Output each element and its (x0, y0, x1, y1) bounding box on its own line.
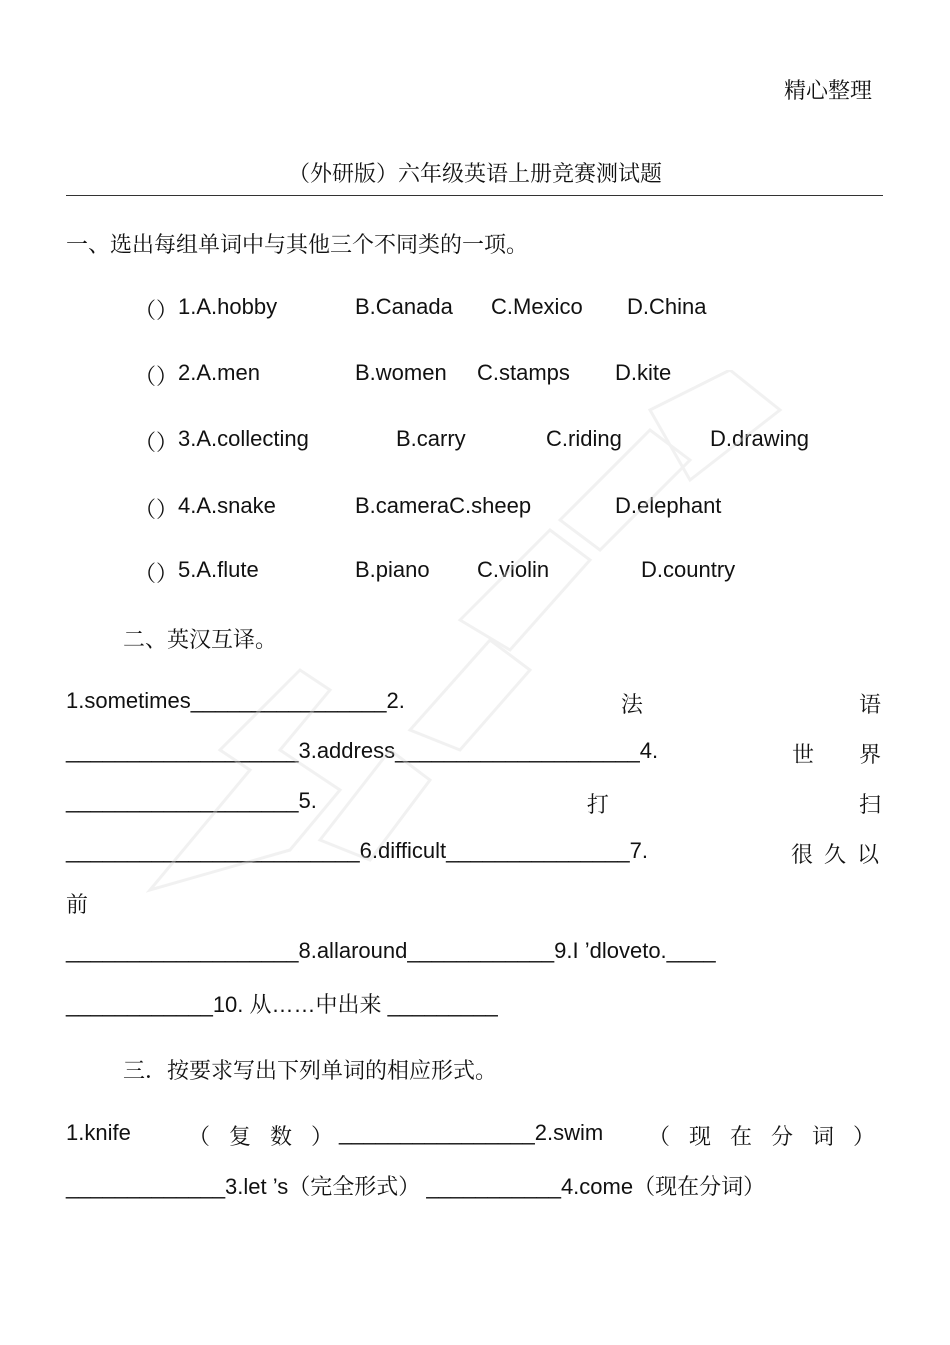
header-note: 精心整理 (783, 79, 872, 104)
line-text: ___________________5. (66, 788, 317, 813)
option-b: B.piano (355, 557, 430, 582)
option-b: B.cameraC.sheep (355, 493, 532, 518)
title-divider (66, 195, 883, 196)
line-note: （ 复 数 ） (188, 1125, 339, 1150)
line-text: ________________________6.difficult_______________7. (66, 838, 648, 863)
line-text: 1.sometimes________________2. (66, 688, 405, 713)
option-b: B.Canada (355, 294, 453, 319)
option-d: D.elephant (615, 493, 722, 518)
option-c: C.Mexico (491, 294, 583, 319)
line-word: 法 (620, 693, 643, 718)
line-word: 世 (792, 743, 815, 768)
watermark-graphic (130, 370, 810, 930)
line-word: 界 (858, 743, 881, 768)
line-note: （ 现 在 分 词 ） (648, 1125, 881, 1150)
section1-heading: 一、选出每组单词中与其他三个不同类的一项。 (66, 233, 529, 258)
form-line-1 (66, 1120, 881, 1148)
option-c: C.violin (477, 557, 550, 582)
answer-paren: （） (134, 365, 179, 390)
form-line-2: _____________3.let ’s（完全形式） ___________4.come（现在分词） (66, 1174, 766, 1199)
section2-heading: 二、英汉互译。 (123, 628, 278, 653)
option-a: 4.A.snake (178, 493, 276, 518)
option-d: D.country (641, 557, 736, 582)
question-row-1 (134, 294, 854, 322)
page-title: （外研版）六年级英语上册竞赛测试题 (287, 162, 662, 187)
option-d: D.drawing (710, 426, 810, 451)
option-c: C.stamps (477, 360, 570, 385)
option-d: D.China (627, 294, 707, 319)
translation-line-7: ____________10. 从……中出来 _________ (66, 992, 498, 1017)
option-a: 5.A.flute (178, 557, 259, 582)
answer-paren: （） (134, 498, 179, 523)
option-a: 2.A.men (178, 360, 260, 385)
option-a: 3.A.collecting (178, 426, 309, 451)
option-a: 1.A.hobby (178, 294, 278, 319)
line-word: 很 久 以 (791, 843, 881, 868)
line-text: ___________________3.address____________________4. (66, 738, 659, 763)
line-word: 语 (858, 693, 881, 718)
option-d: D.kite (615, 360, 672, 385)
answer-paren: （） (134, 431, 179, 456)
answer-paren: （） (134, 562, 179, 587)
line-text: ________________2.swim (339, 1120, 604, 1145)
option-c: C.riding (546, 426, 622, 451)
section3-heading: 三．按要求写出下列单词的相应形式。 (123, 1059, 498, 1084)
translation-line-5: 前 (66, 893, 89, 918)
line-word: 打 (586, 793, 609, 818)
option-b: B.carry (396, 426, 466, 451)
option-b: B.women (355, 360, 447, 385)
line-word: 扫 (858, 793, 881, 818)
line-text: 1.knife (66, 1120, 131, 1145)
answer-paren: （） (134, 299, 179, 324)
translation-line-6: ___________________8.allaround____________9.I ’dloveto.____ (66, 938, 716, 963)
